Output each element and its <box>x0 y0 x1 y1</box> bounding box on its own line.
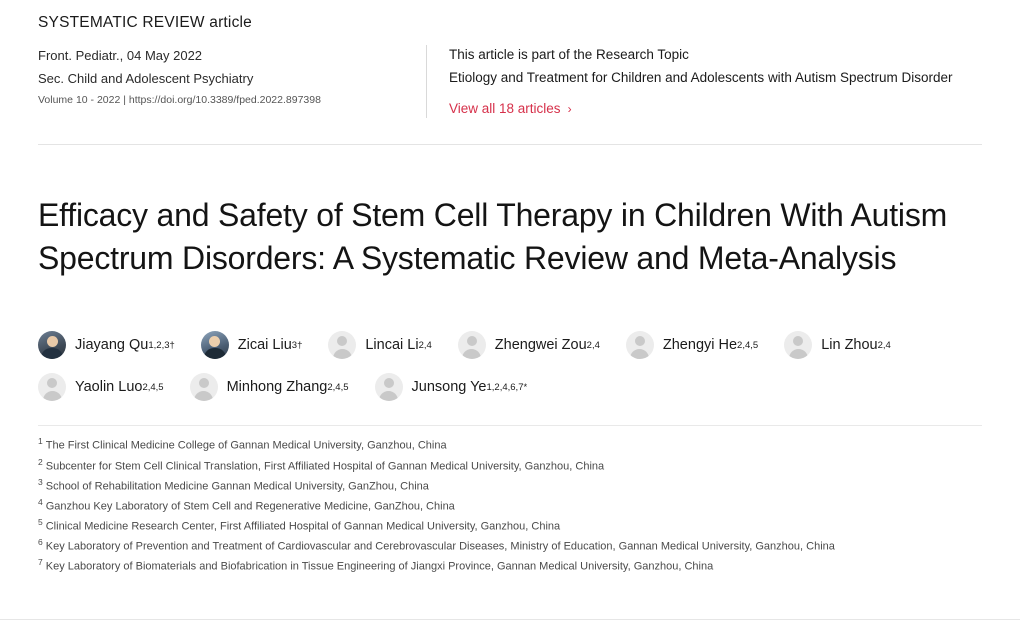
research-topic-label: This article is part of the Research Topic <box>449 47 689 62</box>
header-columns <box>38 45 982 118</box>
article-header <box>0 0 1020 145</box>
journal-date-line: Front. Pediatr., 04 May 2022 <box>38 48 203 63</box>
avatar-placeholder-icon <box>328 331 356 359</box>
affiliation-item <box>38 456 982 476</box>
author-name: Lin Zhou <box>821 337 878 354</box>
affiliation-number: 7 <box>38 556 43 567</box>
avatar-placeholder-icon <box>784 331 812 359</box>
header-divider <box>38 144 982 145</box>
author-item[interactable] <box>626 331 758 359</box>
avatar <box>38 331 66 359</box>
affiliation-number: 2 <box>38 456 43 467</box>
affiliation-text: Key Laboratory of Prevention and Treatment of Cardiovascular and Cerebrovascular Diseases, Ministry of Education, Gannan Medical University, Ganzhou, China <box>45 540 835 553</box>
author-name: Zhengyi He <box>662 337 738 354</box>
author-item[interactable] <box>328 331 431 359</box>
affiliation-item <box>38 496 982 516</box>
affiliation-item <box>38 556 982 576</box>
author-item[interactable] <box>38 331 175 359</box>
author-affiliation-sup: 3† <box>291 339 303 351</box>
affiliation-text: The First Clinical Medicine College of Gannan Medical University, Ganzhou, China <box>45 440 447 453</box>
author-name: Minhong Zhang <box>226 379 328 396</box>
affiliation-list <box>0 415 1020 575</box>
affiliation-text: Key Laboratory of Biomaterials and Biofabrication in Tissue Engineering of Jiangxi Province, Gannan Medical University, Ganzhou, China <box>45 560 714 573</box>
affiliation-item <box>38 435 982 455</box>
affiliation-item <box>38 516 982 536</box>
author-affiliation-sup: 2,4,5 <box>737 339 759 351</box>
avatar-placeholder-icon <box>38 373 66 401</box>
article-type-label: SYSTEMATIC REVIEW article <box>38 14 252 31</box>
affiliation-number: 1 <box>38 436 43 447</box>
affiliation-number: 5 <box>38 516 43 527</box>
view-all-articles-label: View all 18 articles <box>449 100 561 116</box>
affiliation-item <box>38 476 982 496</box>
avatar-placeholder-icon <box>375 373 403 401</box>
author-affiliation-sup: 2,4,5 <box>142 381 164 393</box>
author-affiliation-sup: 1,2,3† <box>148 339 175 351</box>
avatar-placeholder-icon <box>190 373 218 401</box>
author-name: Jiayang Qu <box>75 337 149 354</box>
author-item[interactable] <box>784 331 891 359</box>
author-list <box>0 301 1020 415</box>
journal-section-line: Sec. Child and Adolescent Psychiatry <box>38 70 254 86</box>
affiliation-text: Clinical Medicine Research Center, First Affiliated Hospital of Gannan Medical University, Ganzhou, China <box>45 520 561 533</box>
author-item[interactable] <box>458 331 600 359</box>
author-name: Zicai Liu <box>237 337 292 354</box>
research-topic-title: Etiology and Treatment for Children and Adolescents with Autism Spectrum Disorder <box>449 69 953 85</box>
volume-doi-line: Volume 10 - 2022 | https://doi.org/10.3389/fped.2022.897398 <box>38 93 321 106</box>
avatar-placeholder-icon <box>626 331 654 359</box>
affiliation-number: 4 <box>38 496 43 507</box>
author-item[interactable] <box>190 373 349 401</box>
affiliation-number: 6 <box>38 536 43 547</box>
avatar-placeholder-icon <box>458 331 486 359</box>
author-name: Junsong Ye <box>411 379 487 396</box>
author-item[interactable] <box>38 373 164 401</box>
author-row <box>38 331 982 415</box>
author-item[interactable] <box>375 373 528 401</box>
avatar <box>201 331 229 359</box>
view-all-articles-link[interactable] <box>449 101 572 116</box>
author-affiliation-sup: 2,4 <box>586 339 600 351</box>
author-affiliation-sup: 2,4,5 <box>327 381 349 393</box>
affiliation-text: Ganzhou Key Laboratory of Stem Cell and Regenerative Medicine, GanZhou, China <box>45 500 455 513</box>
author-name: Yaolin Luo <box>75 379 143 396</box>
author-affiliation-sup: 2,4 <box>418 339 432 351</box>
affiliation-item <box>38 536 982 556</box>
chevron-right-icon: › <box>567 102 572 117</box>
affiliation-number: 3 <box>38 476 43 487</box>
affiliation-text: Subcenter for Stem Cell Clinical Translation, First Affiliated Hospital of Gannan Medical University, Ganzhou, China <box>45 460 605 473</box>
journal-meta <box>38 45 408 110</box>
page-title: Efficacy and Safety of Stem Cell Therapy in Children With Autism Spectrum Disorders: A Systematic Review and Meta-Analysis <box>38 197 948 277</box>
author-affiliation-sup: 2,4 <box>877 339 891 351</box>
author-item[interactable] <box>201 331 303 359</box>
author-name: Lincai Li <box>365 337 419 354</box>
affiliation-text: School of Rehabilitation Medicine Gannan Medical University, GanZhou, China <box>45 480 429 493</box>
research-topic-block <box>426 45 982 118</box>
author-affiliation-sup: 1,2,4,6,7* <box>486 381 528 393</box>
author-name: Zhengwei Zou <box>494 337 587 354</box>
